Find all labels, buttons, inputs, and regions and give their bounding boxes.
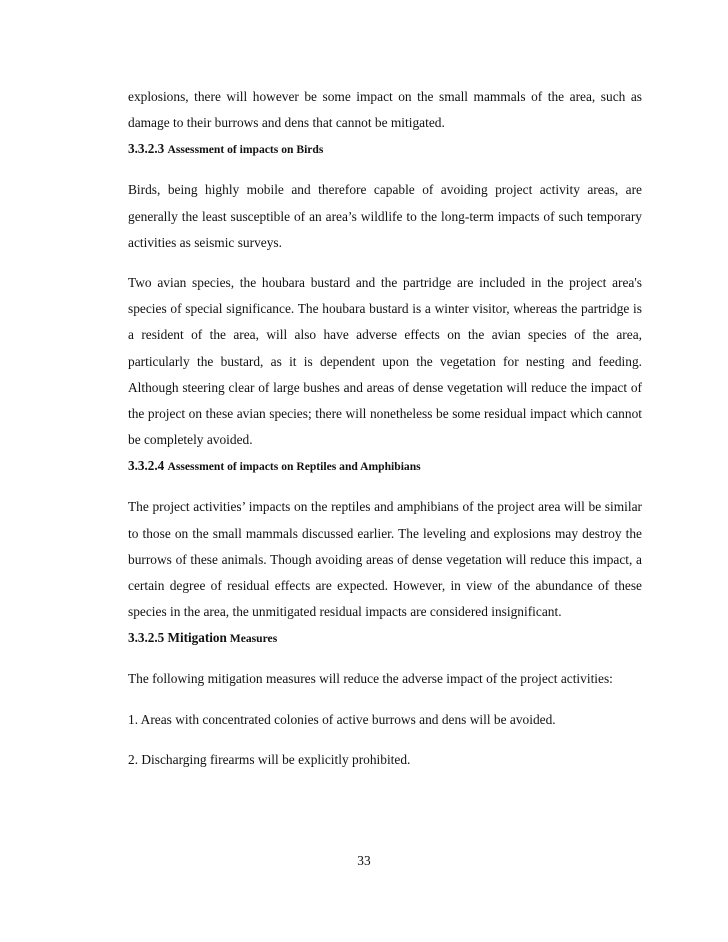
paragraph-mitigation-intro: The following mitigation measures will reduce the adverse impact of the project activities: — [128, 671, 613, 687]
section-title: Assessment of impacts on Birds — [167, 143, 324, 157]
paragraph-avian-species: Two avian species, the houbara bustard and the partridge are included in the project area's species of special significance. The houbara bustard is a winter visitor, whereas the partridge is a resident of the area, will also have adverse effects on the avian species of the area, particularly the bustard, as it is dependent upon the vegetation for nesting and feeding. Although steering clear of large bushes and areas of dense vegetation will reduce the impact of the project on these avian species; there will nonetheless be some residual impact which cannot be completely avoided. — [128, 275, 642, 448]
section-number: 3.3.2.3 — [128, 141, 165, 157]
section-title-rest: Measures — [229, 632, 278, 646]
document-body — [128, 84, 642, 773]
page-number: 33 — [357, 853, 371, 868]
section-heading-reptiles — [128, 453, 642, 480]
section-title: Assessment of impacts on Reptiles and Amphibians — [167, 460, 421, 474]
paragraph-birds-mobility: Birds, being highly mobile and therefore capable of avoiding project activity areas, are generally the least susceptible of an area’s wildlife to the long-term impacts of such temporary activities as seismic surveys. — [128, 182, 642, 250]
section-number: 3.3.2.5 — [128, 630, 165, 646]
section-heading-mitigation — [128, 625, 642, 652]
section-number: 3.3.2.4 — [128, 458, 165, 474]
list-item-burrows: 1. Areas with concentrated colonies of active burrows and dens will be avoided. — [128, 711, 556, 727]
section-heading-birds — [128, 136, 642, 163]
paragraph-mammals-continued: explosions, there will however be some impact on the small mammals of the area, such as damage to their burrows and dens that cannot be mitigated. — [128, 89, 642, 131]
list-item-firearms: 2. Discharging firearms will be explicitly prohibited. — [128, 751, 411, 767]
paragraph-reptiles-amphibians: The project activities’ impacts on the reptiles and amphibians of the project area will be similar to those on the small mammals discussed earlier. The leveling and explosions may destroy the burrows of these animals. Though avoiding areas of dense vegetation will reduce this impact, a certain degree of residual effects are expected. However, in view of the abundance of these species in the area, the unmitigated residual impacts are considered insignificant. — [128, 499, 642, 620]
section-title — [168, 632, 278, 645]
section-title-word: Mitigation — [167, 630, 227, 646]
